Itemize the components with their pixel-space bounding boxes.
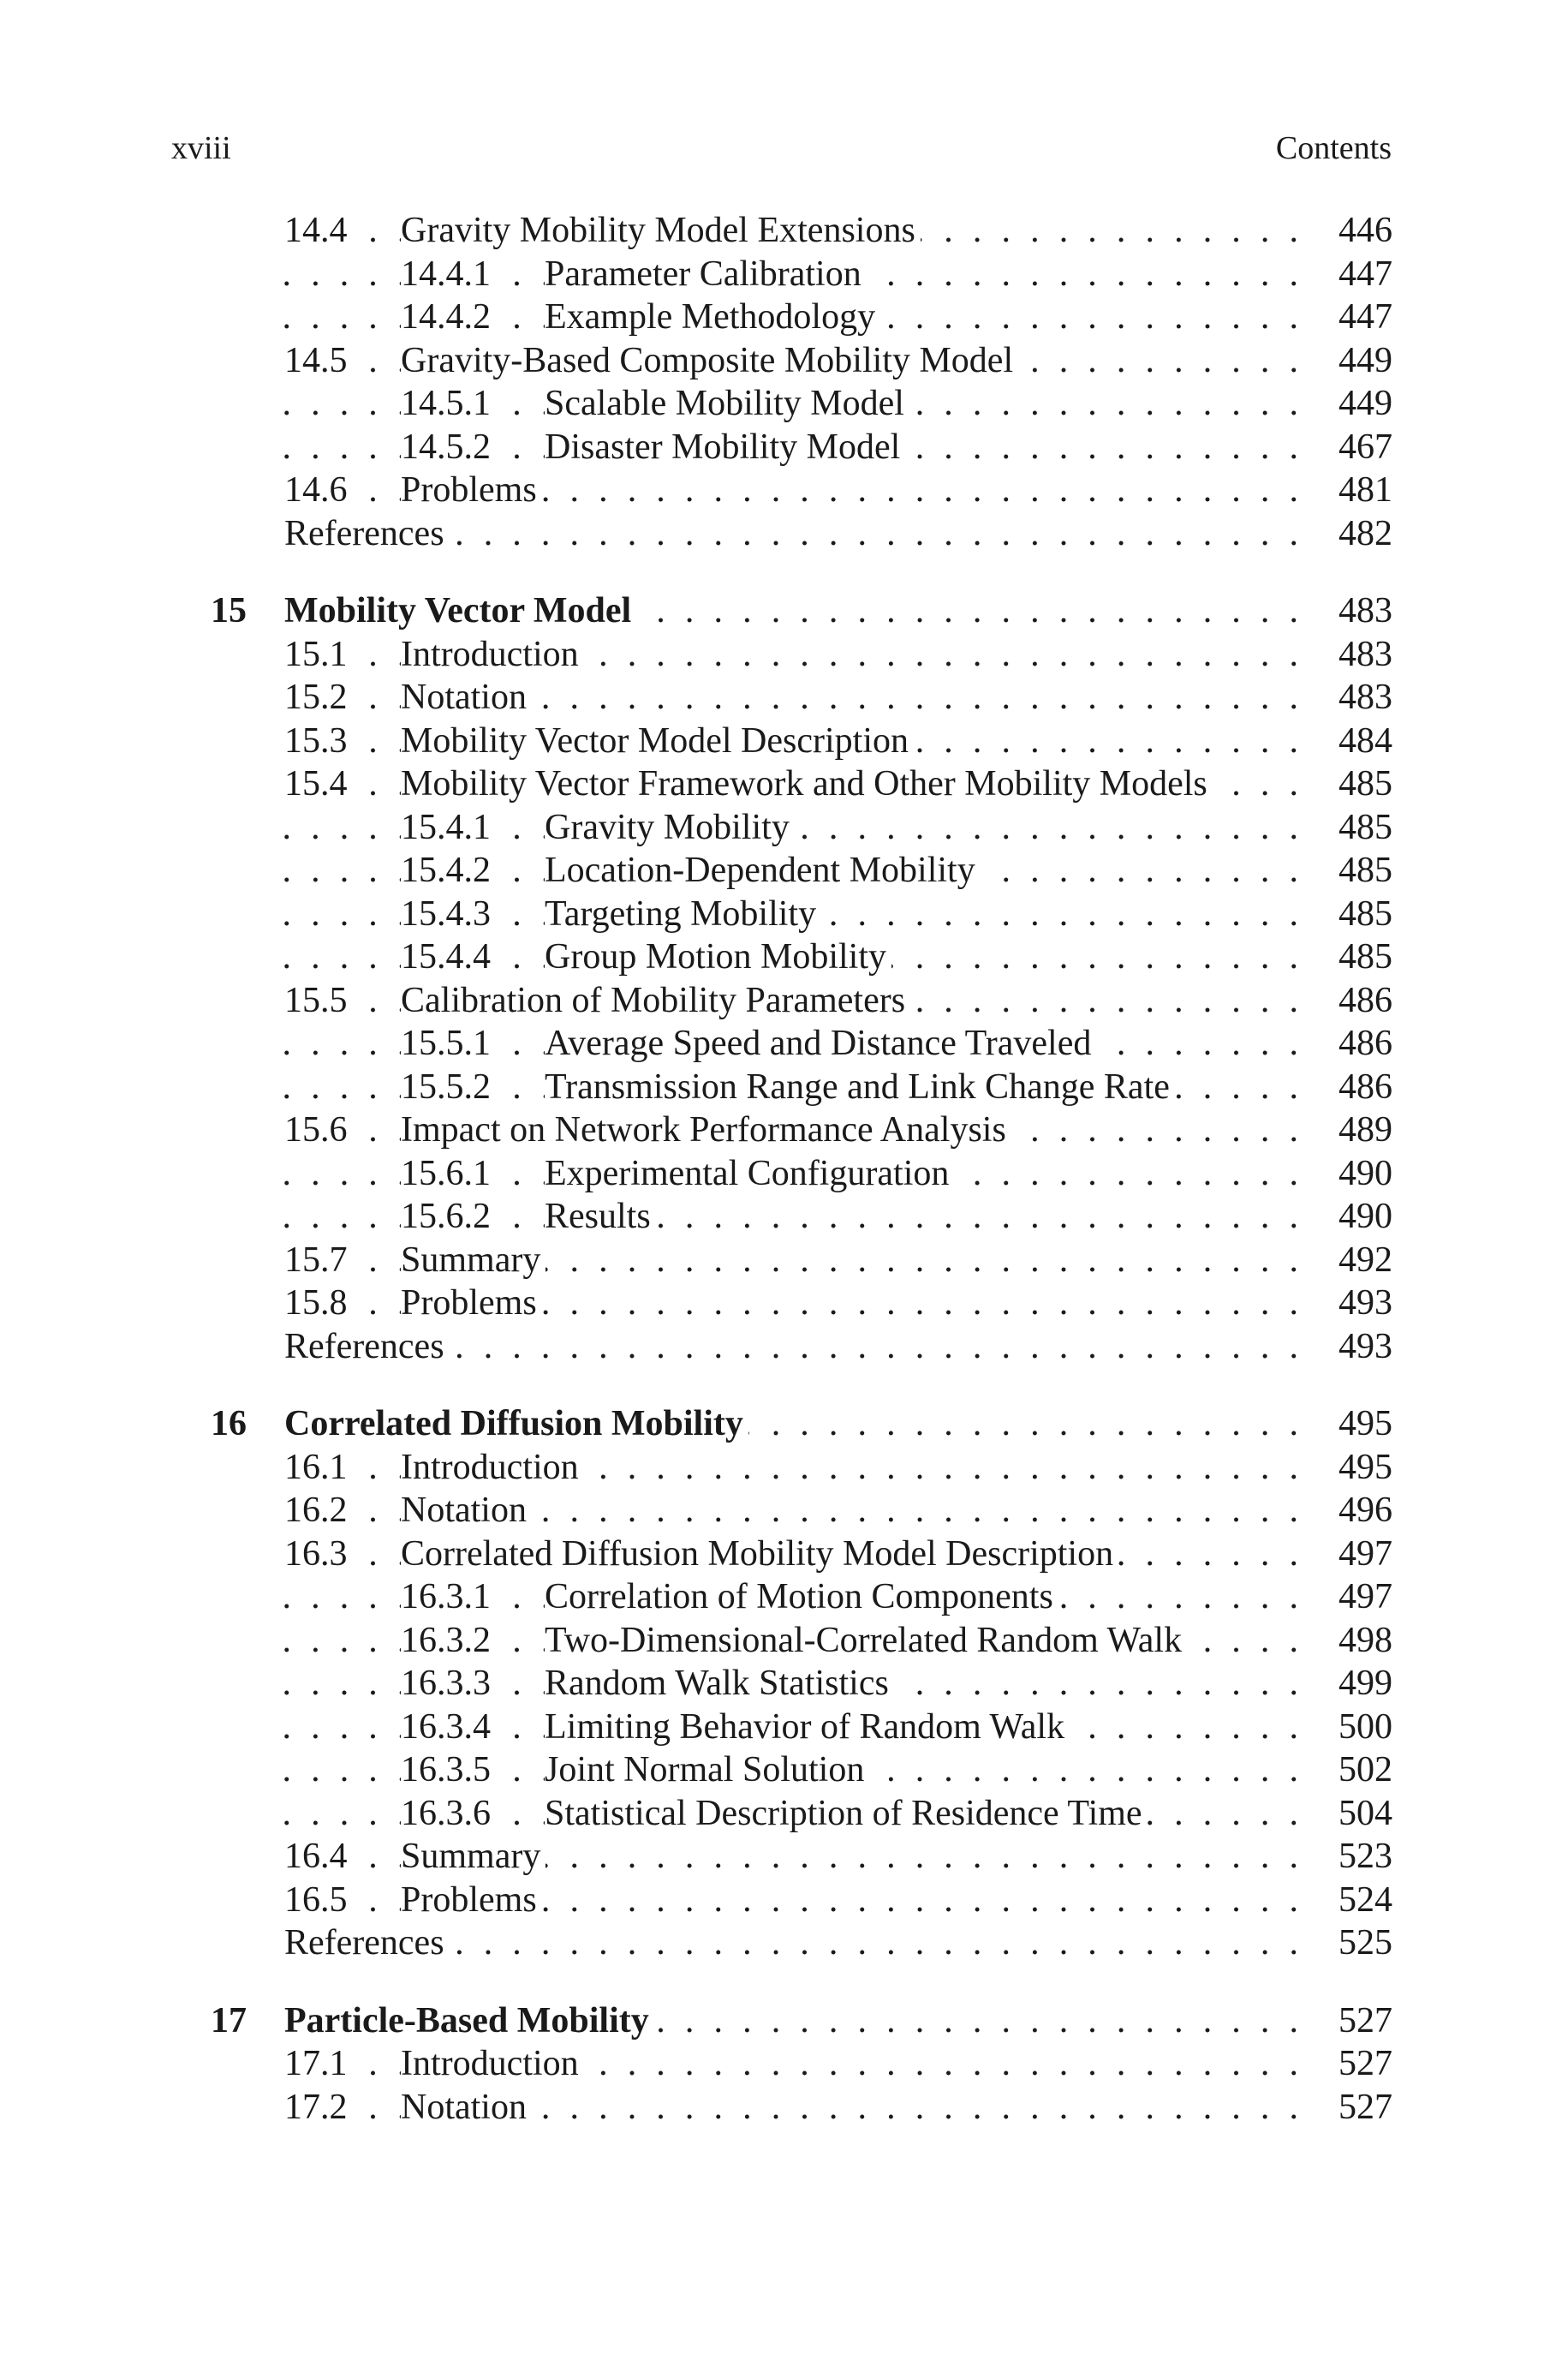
toc-entry-title: Problems xyxy=(401,1879,542,1922)
toc-entry-page: 495 xyxy=(1315,1402,1392,1446)
toc-entry-title: Introduction xyxy=(401,633,584,677)
toc-entry-section[interactable] xyxy=(211,1282,1392,1325)
toc-entry-page: 481 xyxy=(1315,469,1392,512)
toc-entry-section[interactable] xyxy=(211,762,1392,806)
toc-entry-number: 15.5 xyxy=(284,979,353,1023)
toc-entry-subsection[interactable] xyxy=(211,849,1392,893)
toc-entry-number: 14.5.1 xyxy=(401,382,496,426)
toc-entry-title: Introduction xyxy=(401,2042,584,2086)
toc-block-ch14-continued xyxy=(211,209,1392,555)
toc-entry-page: 482 xyxy=(1315,512,1392,556)
toc-entry-number: 15.5.2 xyxy=(401,1066,496,1109)
toc-entry-section[interactable] xyxy=(211,1533,1392,1576)
toc-entry-title: Average Speed and Distance Traveled xyxy=(545,1022,1096,1066)
toc-entry-page: 502 xyxy=(1315,1748,1392,1792)
toc-entry-section[interactable] xyxy=(211,1446,1392,1490)
toc-entry-page: 485 xyxy=(1315,762,1392,806)
toc-entry-number: 15.4.1 xyxy=(401,806,496,850)
toc-entry-number: 14.4 xyxy=(284,209,353,253)
toc-entry-chapter[interactable] xyxy=(211,1999,1392,2043)
toc-entry-subsection[interactable] xyxy=(211,426,1392,469)
running-title: Contents xyxy=(1275,130,1392,166)
toc-entry-number: 17.2 xyxy=(284,2086,353,2130)
toc-entry-number: 16.3.5 xyxy=(401,1748,496,1792)
toc-entry-title: Calibration of Mobility Parameters xyxy=(401,979,910,1023)
toc-entry-subsection[interactable] xyxy=(211,935,1392,979)
toc-entry-title: Location-Dependent Mobility xyxy=(545,849,981,893)
toc-entry-number: 16 xyxy=(211,1402,252,1446)
toc-entry-section[interactable] xyxy=(211,209,1392,253)
toc-entry-page: 447 xyxy=(1315,296,1392,339)
toc-entry-section[interactable] xyxy=(211,2086,1392,2130)
toc-entry-page: 486 xyxy=(1315,1066,1392,1109)
toc-entry-number: 15.3 xyxy=(284,720,353,763)
toc-entry-subsection[interactable] xyxy=(211,806,1392,850)
toc-entry-title: Problems xyxy=(401,1282,542,1325)
toc-entry-title: Random Walk Statistics xyxy=(545,1662,894,1706)
toc-entry-number: 14.4.1 xyxy=(401,253,496,296)
toc-entry-title: Impact on Network Performance Analysis xyxy=(401,1108,1011,1152)
toc-entry-page: 493 xyxy=(1315,1282,1392,1325)
toc-entry-number: 16.3.6 xyxy=(401,1792,496,1836)
toc-entry-number: 17 xyxy=(211,1999,252,2043)
toc-entry-subsection[interactable] xyxy=(211,1066,1392,1109)
toc-entry-subsection[interactable] xyxy=(211,1022,1392,1066)
toc-entry-page: 449 xyxy=(1315,382,1392,426)
toc-entry-title: References xyxy=(284,1921,450,1965)
toc-entry-references[interactable] xyxy=(211,1921,1392,1965)
toc-entry-section[interactable] xyxy=(211,1108,1392,1152)
toc-entry-title: Mobility Vector Model xyxy=(284,589,636,633)
toc-entry-page: 496 xyxy=(1315,1489,1392,1533)
toc-entry-title: Correlated Diffusion Mobility Model Description xyxy=(401,1533,1118,1576)
toc-entry-title: Mobility Vector Framework and Other Mobility Models xyxy=(401,762,1213,806)
toc-entry-subsection[interactable] xyxy=(211,1575,1392,1619)
toc-entry-title: Scalable Mobility Model xyxy=(545,382,909,426)
toc-entry-title: Gravity-Based Composite Mobility Model xyxy=(401,339,1018,383)
toc-entry-number: 15.7 xyxy=(284,1239,353,1282)
table-of-contents xyxy=(211,209,1392,2129)
toc-entry-subsection[interactable] xyxy=(211,1152,1392,1196)
toc-entry-page: 490 xyxy=(1315,1152,1392,1196)
toc-entry-page: 485 xyxy=(1315,893,1392,936)
toc-entry-number: 15.8 xyxy=(284,1282,353,1325)
toc-entry-number: 16.1 xyxy=(284,1446,353,1490)
toc-block-ch15 xyxy=(211,589,1392,1368)
toc-entry-number: 16.2 xyxy=(284,1489,353,1533)
toc-entry-number: 15.6.2 xyxy=(401,1195,496,1239)
toc-entry-page: 498 xyxy=(1315,1619,1392,1663)
toc-entry-section[interactable] xyxy=(211,469,1392,512)
toc-entry-page: 527 xyxy=(1315,2086,1392,2130)
toc-entry-page: 497 xyxy=(1315,1575,1392,1619)
toc-entry-page: 485 xyxy=(1315,935,1392,979)
toc-entry-number: 17.1 xyxy=(284,2042,353,2086)
toc-entry-title: Gravity Mobility xyxy=(545,806,795,850)
toc-entry-title: References xyxy=(284,1325,450,1369)
toc-entry-chapter[interactable] xyxy=(211,589,1392,633)
toc-entry-title: Particle-Based Mobility xyxy=(284,1999,654,2043)
toc-entry-number: 15.6 xyxy=(284,1108,353,1152)
toc-entry-number: 16.3.2 xyxy=(401,1619,496,1663)
toc-entry-number: 14.4.2 xyxy=(401,296,496,339)
toc-entry-number: 15.4.4 xyxy=(401,935,496,979)
toc-entry-subsection[interactable] xyxy=(211,1706,1392,1749)
toc-entry-number: 15.6.1 xyxy=(401,1152,496,1196)
toc-entry-number: 14.5 xyxy=(284,339,353,383)
toc-entry-page: 524 xyxy=(1315,1879,1392,1922)
toc-entry-section[interactable] xyxy=(211,676,1392,720)
toc-entry-title: Two-Dimensional-Correlated Random Walk xyxy=(545,1619,1187,1663)
toc-entry-title: Mobility Vector Model Description xyxy=(401,720,914,763)
toc-gap xyxy=(211,555,1392,589)
toc-entry-section[interactable] xyxy=(211,1879,1392,1922)
toc-entry-number: 15.4.3 xyxy=(401,893,496,936)
toc-entry-page: 483 xyxy=(1315,633,1392,677)
toc-entry-page: 527 xyxy=(1315,1999,1392,2043)
toc-entry-subsection[interactable] xyxy=(211,296,1392,339)
toc-entry-title: Results xyxy=(545,1195,656,1239)
toc-entry-number: 15.2 xyxy=(284,676,353,720)
toc-entry-title: Statistical Description of Residence Time xyxy=(545,1792,1148,1836)
toc-entry-page: 523 xyxy=(1315,1835,1392,1879)
toc-entry-section[interactable] xyxy=(211,633,1392,677)
toc-entry-page: 490 xyxy=(1315,1195,1392,1239)
toc-entry-number: 16.3.1 xyxy=(401,1575,496,1619)
toc-entry-page: 493 xyxy=(1315,1325,1392,1369)
toc-entry-references[interactable] xyxy=(211,512,1392,556)
toc-entry-number: 16.5 xyxy=(284,1879,353,1922)
toc-entry-page: 495 xyxy=(1315,1446,1392,1490)
toc-entry-page: 467 xyxy=(1315,426,1392,469)
toc-entry-title: Summary xyxy=(401,1835,546,1879)
toc-entry-title: Experimental Configuration xyxy=(545,1152,954,1196)
toc-entry-number: 15.4.2 xyxy=(401,849,496,893)
toc-entry-number: 14.5.2 xyxy=(401,426,496,469)
toc-entry-title: Disaster Mobility Model xyxy=(545,426,905,469)
toc-entry-references[interactable] xyxy=(211,1325,1392,1369)
toc-entry-section[interactable] xyxy=(211,1835,1392,1879)
toc-entry-section[interactable] xyxy=(211,1239,1392,1282)
toc-entry-page: 504 xyxy=(1315,1792,1392,1836)
toc-entry-page: 485 xyxy=(1315,849,1392,893)
toc-entry-subsection[interactable] xyxy=(211,382,1392,426)
toc-entry-page: 499 xyxy=(1315,1662,1392,1706)
running-head xyxy=(171,127,1392,170)
toc-entry-number: 15.5.1 xyxy=(401,1022,496,1066)
toc-entry-page: 527 xyxy=(1315,2042,1392,2086)
toc-entry-title: Gravity Mobility Model Extensions xyxy=(401,209,921,253)
toc-entry-title: Group Motion Mobility xyxy=(545,935,891,979)
toc-entry-number: 16.3 xyxy=(284,1533,353,1576)
toc-entry-section[interactable] xyxy=(211,1489,1392,1533)
toc-entry-number: 16.3.3 xyxy=(401,1662,496,1706)
toc-entry-section[interactable] xyxy=(211,720,1392,763)
toc-entry-title: Targeting Mobility xyxy=(545,893,821,936)
toc-entry-title: Introduction xyxy=(401,1446,584,1490)
toc-entry-title: Notation xyxy=(401,1489,532,1533)
toc-entry-subsection[interactable] xyxy=(211,1748,1392,1792)
toc-entry-title: Summary xyxy=(401,1239,546,1282)
toc-entry-page: 500 xyxy=(1315,1706,1392,1749)
toc-entry-number: 15.4 xyxy=(284,762,353,806)
toc-block-ch17 xyxy=(211,1999,1392,2130)
toc-entry-title: Parameter Calibration xyxy=(545,253,867,296)
toc-entry-title: Correlation of Motion Components xyxy=(545,1575,1058,1619)
toc-entry-number: 14.6 xyxy=(284,469,353,512)
toc-entry-number: 15 xyxy=(211,589,252,633)
toc-entry-title: Limiting Behavior of Random Walk xyxy=(545,1706,1070,1749)
toc-entry-page: 447 xyxy=(1315,253,1392,296)
toc-gap xyxy=(211,1368,1392,1402)
toc-entry-section[interactable] xyxy=(211,979,1392,1023)
toc-entry-page: 485 xyxy=(1315,806,1392,850)
page-folio: xviii xyxy=(171,130,231,166)
toc-entry-title: Problems xyxy=(401,469,542,512)
toc-entry-title: References xyxy=(284,512,450,556)
toc-block-ch16 xyxy=(211,1402,1392,1965)
toc-entry-title: Notation xyxy=(401,2086,532,2130)
toc-entry-number: 15.1 xyxy=(284,633,353,677)
toc-entry-subsection[interactable] xyxy=(211,1662,1392,1706)
toc-entry-number: 16.4 xyxy=(284,1835,353,1879)
toc-entry-section[interactable] xyxy=(211,339,1392,383)
toc-entry-subsection[interactable] xyxy=(211,253,1392,296)
toc-gap xyxy=(211,1965,1392,1999)
toc-entry-section[interactable] xyxy=(211,2042,1392,2086)
toc-entry-title: Correlated Diffusion Mobility xyxy=(284,1402,748,1446)
toc-entry-page: 492 xyxy=(1315,1239,1392,1282)
toc-entry-title: Notation xyxy=(401,676,532,720)
toc-entry-subsection[interactable] xyxy=(211,1619,1392,1663)
toc-entry-page: 497 xyxy=(1315,1533,1392,1576)
toc-entry-title: Example Methodology xyxy=(545,296,880,339)
toc-entry-subsection[interactable] xyxy=(211,1195,1392,1239)
toc-entry-page: 525 xyxy=(1315,1921,1392,1965)
toc-entry-page: 486 xyxy=(1315,979,1392,1023)
toc-entry-page: 446 xyxy=(1315,209,1392,253)
toc-entry-page: 483 xyxy=(1315,676,1392,720)
toc-entry-chapter[interactable] xyxy=(211,1402,1392,1446)
toc-entry-number: 16.3.4 xyxy=(401,1706,496,1749)
toc-entry-page: 489 xyxy=(1315,1108,1392,1152)
toc-entry-page: 486 xyxy=(1315,1022,1392,1066)
toc-entry-title: Transmission Range and Link Change Rate xyxy=(545,1066,1175,1109)
toc-entry-page: 483 xyxy=(1315,589,1392,633)
toc-entry-subsection[interactable] xyxy=(211,893,1392,936)
toc-entry-title: Joint Normal Solution xyxy=(545,1748,869,1792)
toc-entry-page: 449 xyxy=(1315,339,1392,383)
toc-entry-page: 484 xyxy=(1315,720,1392,763)
toc-entry-subsection[interactable] xyxy=(211,1792,1392,1836)
